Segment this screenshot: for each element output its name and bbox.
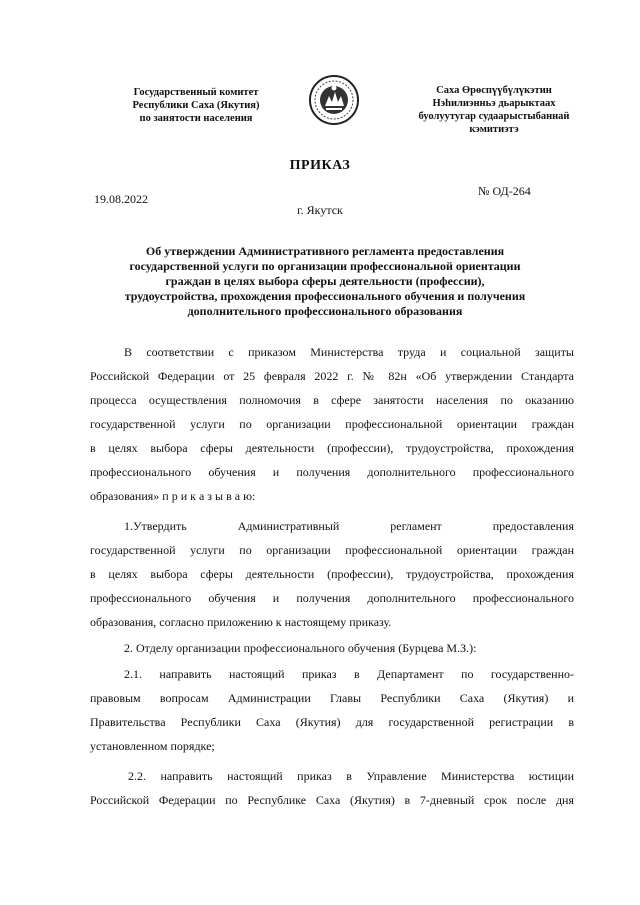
header-right-line: буолуутугар судаарыстыбаннай xyxy=(418,111,570,122)
document-subject xyxy=(80,244,570,319)
header-left-line: по занятости населения xyxy=(139,113,253,124)
subject-line: государственной услуги по организации профессиональной ориентации xyxy=(129,259,521,273)
subject-line: дополнительного профессионального образования xyxy=(187,304,463,318)
document-city: г. Якутск xyxy=(297,203,343,217)
header-left-org xyxy=(96,86,296,125)
header-left-line: Республики Саха (Якутия) xyxy=(132,100,260,111)
body-line: образования» п р и к а з ы в а ю: xyxy=(90,489,256,503)
document-number: № ОД-264 xyxy=(478,184,531,198)
body-line: Российской Федерации от 25 февраля 2022 г. № 82н «Об утверждении Стандарта xyxy=(90,369,574,383)
body-line: в целях выбора сферы деятельности (профессии), трудоустройства, прохождения xyxy=(90,567,574,581)
header-left-line: Государственный комитет xyxy=(133,87,259,98)
body-line: профессионального обучения и получения дополнительного профессионального xyxy=(90,591,574,605)
header-right-line: Саха Өрөспүүбүлүкэтин xyxy=(436,85,552,96)
subject-line: граждан в целях выбора сферы деятельности (профессии), xyxy=(165,274,485,288)
body-line: образования, согласно приложению к настоящему приказу. xyxy=(90,615,392,629)
body-line: профессионального обучения и получения дополнительного профессионального xyxy=(90,465,574,479)
subject-line: трудоустройства, прохождения профессионального обучения и получения xyxy=(124,289,526,303)
coat-of-arms-icon xyxy=(308,72,360,128)
body-line: установленном порядке; xyxy=(90,739,215,753)
body-line: государственной услуги по организации профессиональной ориентации граждан xyxy=(90,543,574,557)
subject-line: Об утверждении Административного регламента предоставления xyxy=(145,244,505,258)
body-line: 1.Утвердить Административный регламент предоставления xyxy=(124,519,574,533)
body-line: 2. Отделу организации профессионального обучения (Бурцева М.З.): xyxy=(124,641,477,655)
body-line: 2.2. направить настоящий приказ в Управление Министерства юстиции xyxy=(128,769,574,783)
header-right-line: Нэһилиэнньэ дьарыктаах xyxy=(432,98,556,109)
body-line: Российской Федерации по Республике Саха (Якутия) в 7-дневный срок после дня xyxy=(90,793,574,807)
body-line: Правительства Республики Саха (Якутия) для государственной регистрации в xyxy=(90,715,574,729)
body-line: процесса осуществления полномочия в сфере занятости населения по оказанию xyxy=(90,393,574,407)
body-line: в целях выбора сферы деятельности (профессии), трудоустройства, прохождения xyxy=(90,441,574,455)
header-right-org xyxy=(384,84,604,136)
body-line: 2.1. направить настоящий приказ в Департамент по государственно- xyxy=(124,667,574,681)
body-line: В соответствии с приказом Министерства труда и социальной защиты xyxy=(124,345,574,359)
body-line: государственной услуги по организации профессиональной ориентации граждан xyxy=(90,417,574,431)
body-line: правовым вопросам Администрации Главы Республики Саха (Якутия) и xyxy=(90,691,574,705)
header-right-line: кэмитиэтэ xyxy=(469,124,519,135)
document-title: ПРИКАЗ xyxy=(289,158,351,173)
document-date: 19.08.2022 xyxy=(94,192,148,206)
